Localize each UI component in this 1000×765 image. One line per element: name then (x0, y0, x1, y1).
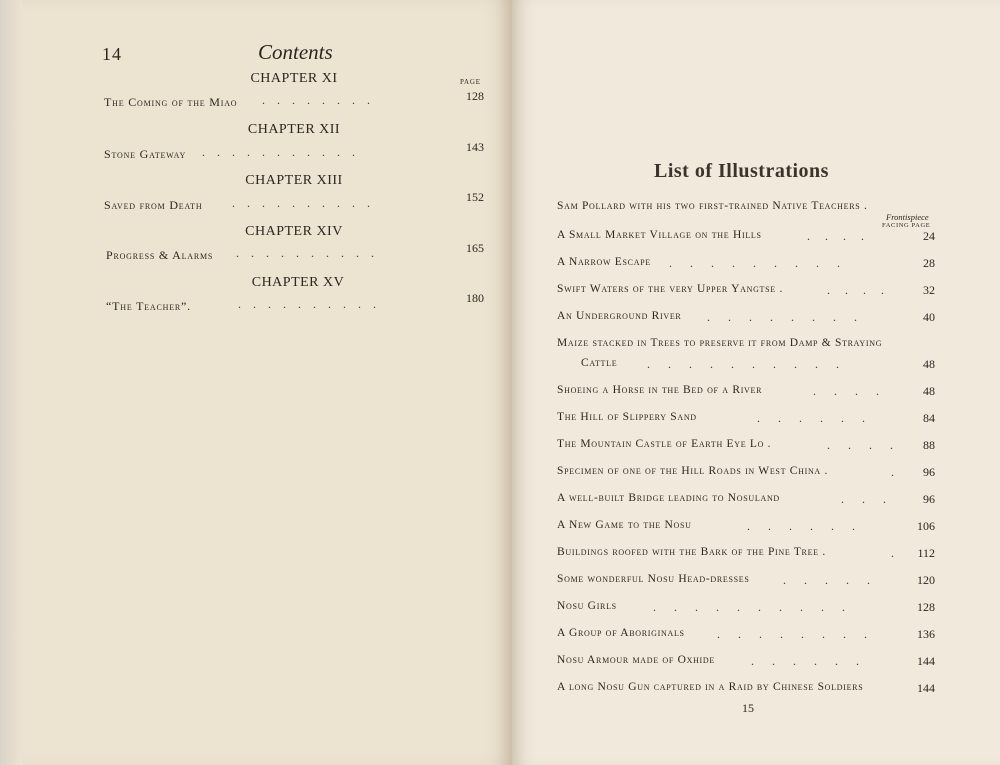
contents-title: Contents (258, 40, 333, 64)
right-page (512, 0, 1000, 765)
leader-dots: . . . . . . (751, 654, 859, 668)
leader-dots: . (891, 465, 894, 479)
leader-dots: . . . . (827, 438, 893, 452)
chapter-title: The Coming of the Miao (104, 95, 238, 109)
illustration-page-number: 32 (923, 283, 935, 297)
illustration-caption: A Narrow Escape (557, 256, 651, 268)
illustration-item (557, 438, 937, 456)
illustration-caption: Swift Waters of the very Upper Yangtse . (557, 283, 784, 295)
chapter-title: Progress & Alarms (106, 248, 214, 262)
illustration-caption: Shoeing a Horse in the Bed of a River (557, 384, 763, 396)
illustration-caption: An Underground River (557, 310, 682, 322)
chapter-page-number: 165 (466, 241, 484, 255)
illustration-item (557, 573, 937, 591)
illustration-page-number: 106 (917, 519, 935, 533)
leader-dots: . . . . . . . . . . (653, 600, 845, 614)
chapter-heading: CHAPTER XI (250, 71, 338, 86)
illustration-item (557, 310, 937, 328)
illustration-item (557, 627, 937, 645)
illustration-item (557, 600, 937, 618)
illustration-caption: Nosu Armour made of Oxhide (557, 654, 715, 666)
illustration-caption: A New Game to the Nosu (557, 519, 692, 531)
illustration-page-number: 144 (917, 681, 935, 695)
leader-dots: . . . . . . . . . . (647, 357, 839, 371)
leader-dots: . . . . . . . . . . (236, 246, 374, 260)
illustration-item (557, 256, 937, 274)
illustration-caption: A Group of Aboriginals (557, 627, 685, 639)
leader-dots: . . . . (827, 283, 884, 297)
leader-dots: . . . . . . . . (717, 627, 867, 641)
illustration-page-number: 128 (917, 600, 935, 614)
illustration-caption: Nosu Girls (557, 600, 617, 612)
leader-dots: . . . . . . . . . . . (202, 145, 355, 159)
illustration-page-number: 144 (917, 654, 935, 668)
illustration-page-number: 136 (917, 627, 935, 641)
page-edge (0, 0, 22, 765)
illustration-caption: Sam Pollard with his two first-trained Native Teachers . (557, 200, 868, 212)
illustration-page-number: 112 (917, 546, 935, 560)
leader-dots: . . . (841, 492, 886, 506)
illustration-page-number: 88 (923, 438, 935, 452)
frontispiece-label: Frontispiece (886, 212, 929, 222)
illustration-item (557, 411, 937, 429)
chapter-heading: CHAPTER XIV (245, 224, 343, 239)
illustration-caption: A well-built Bridge leading to Nosuland (557, 492, 780, 504)
chapter-page-number: 152 (466, 190, 484, 204)
leader-dots: . . . . . . . . . . (232, 196, 370, 210)
chapter-page-number: 180 (466, 291, 484, 305)
chapter-title: Saved from Death (104, 198, 203, 212)
illustration-item-continued (557, 357, 937, 375)
leader-dots: . . . . . . . . (262, 93, 370, 107)
illustration-caption: The Hill of Slippery Sand (557, 411, 697, 423)
illustration-page-number: 40 (923, 310, 935, 324)
left-page-number: 14 (102, 44, 122, 64)
illustration-page-number: 48 (923, 384, 935, 398)
illustration-item (557, 200, 937, 218)
leader-dots: . . . . . . . . (707, 310, 857, 324)
chapter-heading: CHAPTER XII (247, 122, 341, 137)
illustration-item (557, 384, 937, 402)
illustration-page-number: 96 (923, 492, 935, 506)
leader-dots: . . . . . . (747, 519, 855, 533)
illustration-page-number: 28 (923, 256, 935, 270)
illustration-page-number: 96 (923, 465, 935, 479)
illustration-item (557, 337, 937, 355)
leader-dots: . . . . . (783, 573, 870, 587)
leader-dots: . . . . (807, 229, 864, 243)
leader-dots: . . . . . . (757, 411, 865, 425)
illustration-page-number: 24 (923, 229, 935, 243)
page-column-label: PAGE (460, 78, 481, 86)
illustration-caption: Buildings roofed with the Bark of the Pine Tree . (557, 546, 826, 558)
illustration-item (557, 681, 937, 699)
illustration-caption: The Mountain Castle of Earth Eye Lo . (557, 438, 772, 450)
illustration-item (557, 519, 937, 537)
illustration-caption: A long Nosu Gun captured in a Raid by Chinese Soldiers (557, 681, 864, 693)
illustration-item (557, 492, 937, 510)
chapter-page-number: 128 (466, 89, 484, 103)
illustration-item (557, 546, 937, 564)
illustration-item (557, 229, 937, 247)
illustration-caption: Specimen of one of the Hill Roads in West China . (557, 465, 829, 477)
illustration-item (557, 654, 937, 672)
illustration-item (557, 465, 937, 483)
leader-dots: . (891, 546, 894, 560)
chapter-heading: CHAPTER XV (251, 275, 345, 290)
illustration-item (557, 283, 937, 301)
illustration-caption-continued: Cattle (581, 357, 618, 369)
chapter-title: Stone Gateway (104, 147, 187, 161)
illustration-caption: Maize stacked in Trees to preserve it from Damp & Straying (557, 337, 883, 349)
chapter-page-number: 143 (466, 140, 484, 154)
facing-page-label: FACING PAGE (882, 222, 931, 229)
illustration-caption: A Small Market Village on the Hills (557, 229, 762, 241)
chapter-heading: CHAPTER XIII (245, 173, 343, 188)
illustration-page-number: 120 (917, 573, 935, 587)
illustrations-title: List of Illustrations (654, 160, 829, 182)
leader-dots: . . . . . . . . . (669, 256, 840, 270)
illustration-page-number: 48 (923, 357, 935, 371)
leader-dots: . . . . (813, 384, 879, 398)
illustration-caption: Some wonderful Nosu Head-dresses (557, 573, 750, 585)
right-page-number: 15 (742, 701, 754, 715)
illustration-page-number: 84 (923, 411, 935, 425)
leader-dots: . . . . . . . . . . (238, 297, 376, 311)
chapter-title: “The Teacher”. (106, 299, 191, 313)
